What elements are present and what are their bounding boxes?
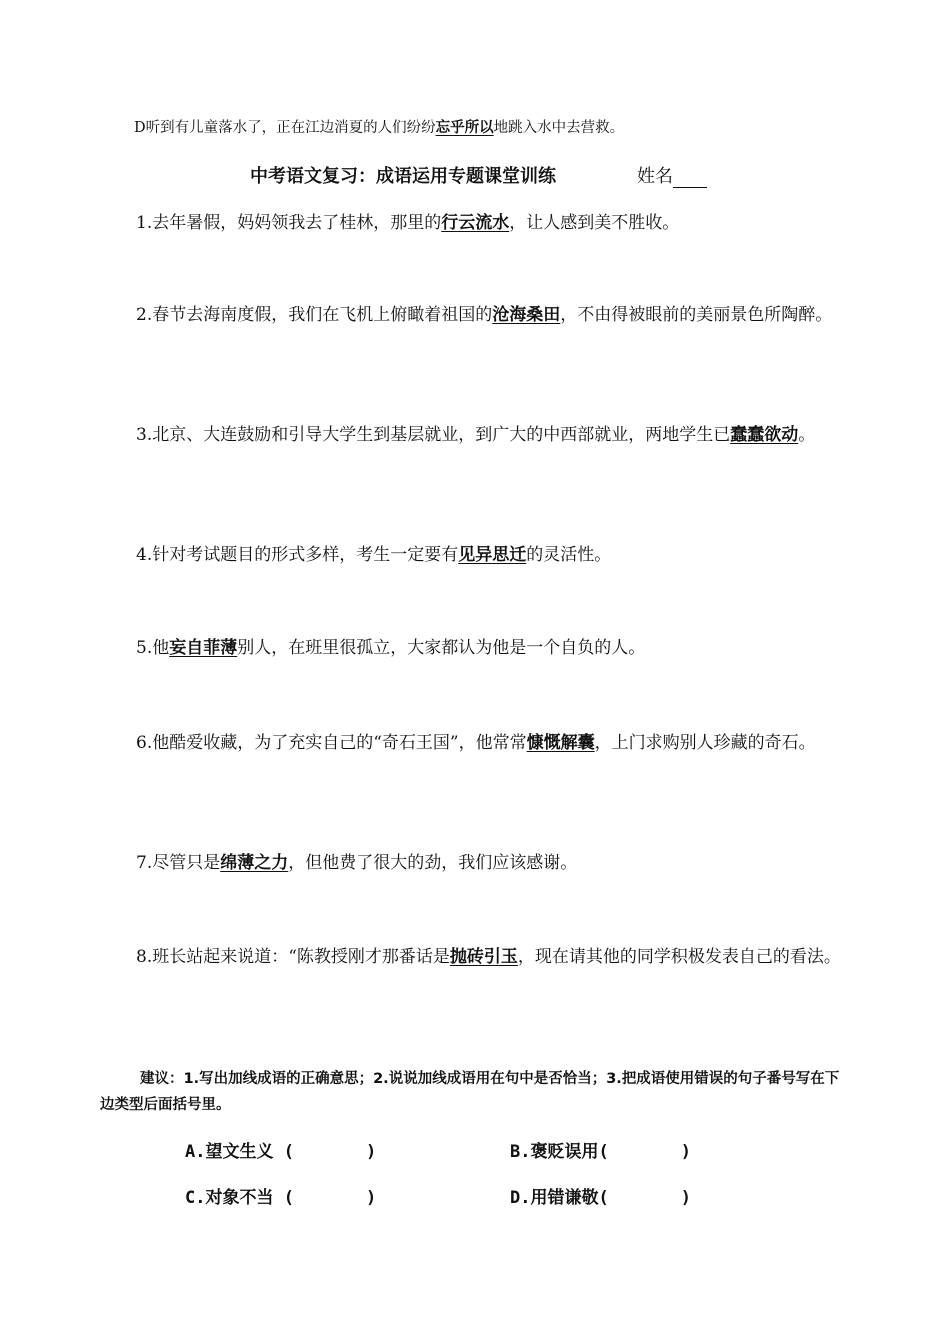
sentence-suffix: 地跳入水中去营救。 <box>493 120 625 136</box>
question-4 <box>100 540 852 571</box>
sentence-prefix: D听到有儿童落水了，正在江边消夏的人们纷纷 <box>134 120 436 136</box>
question-prefix: 3.北京、大连鼓励和引导大学生到基层就业，到广大的中西部就业，两地学生已 <box>136 425 731 445</box>
close-paren: ) <box>680 1188 691 1208</box>
option-label: C.对象不当 <box>185 1188 274 1208</box>
instructions: 建议：1.写出加线成语的正确意思；2.说说加线成语用在句中是否恰当；3.把成语使用错误的句子番号写在下边类型后面括号里。 <box>100 1071 840 1113</box>
question-suffix: 别人，在班里很孤立，大家都认为他是一个自负的人。 <box>237 638 646 658</box>
question-prefix: 2.春节去海南度假，我们在飞机上俯瞰着祖国的 <box>136 305 493 325</box>
option-label: A.望文生义 <box>185 1142 274 1162</box>
close-paren: ) <box>365 1188 377 1208</box>
question-1 <box>100 208 852 239</box>
question-prefix: 8.班长站起来说道：“陈教授刚才那番话是 <box>136 947 450 967</box>
option-b <box>510 1137 691 1162</box>
question-prefix: 1.去年暑假，妈妈领我去了桂林，那里的 <box>136 213 442 233</box>
underlined-idiom: 忘乎所以 <box>435 119 494 136</box>
underlined-idiom: 见异思迁 <box>458 545 527 565</box>
question-7 <box>100 848 852 879</box>
option-d <box>510 1183 691 1208</box>
question-suffix: ，现在请其他的同学积极发表自己的看法。 <box>517 947 841 967</box>
question-suffix: ，但他费了很大的劲，我们应该感谢。 <box>288 853 578 873</box>
question-prefix: 6.他酷爱收藏，为了充实自己的“奇石王国”，他常常 <box>136 733 527 753</box>
page-title: 中考语文复习：成语运用专题课堂训练 <box>250 166 556 187</box>
question-suffix: 。 <box>798 425 816 445</box>
open-paren: ( <box>598 1142 609 1162</box>
previous-sentence-d <box>134 112 886 144</box>
question-prefix: 7.尽管只是 <box>136 853 221 873</box>
underlined-idiom: 抛砖引玉 <box>449 947 518 967</box>
question-5 <box>100 633 852 664</box>
open-paren: ( <box>283 1142 294 1162</box>
name-field <box>637 162 707 188</box>
question-suffix: ，不由得被眼前的美丽景色所陶醉。 <box>560 305 833 325</box>
question-prefix: 5.他 <box>136 638 170 658</box>
underlined-idiom: 行云流水 <box>441 213 510 233</box>
question-suffix: ，上门求购别人珍藏的奇石。 <box>594 733 816 753</box>
underlined-idiom: 绵薄之力 <box>220 853 289 873</box>
question-prefix: 4.针对考试题目的形式多样，考生一定要有 <box>136 545 459 565</box>
open-paren: ( <box>283 1188 294 1208</box>
option-label: D.用错谦敬 <box>510 1188 599 1208</box>
open-paren: ( <box>598 1188 609 1208</box>
close-paren: ) <box>680 1142 691 1162</box>
question-8 <box>100 942 852 973</box>
question-suffix: 的灵活性。 <box>526 545 612 565</box>
question-2 <box>100 300 852 331</box>
underlined-idiom: 妄自菲薄 <box>169 638 238 658</box>
question-6 <box>100 728 852 759</box>
name-blank <box>673 169 707 188</box>
question-3 <box>100 420 852 451</box>
name-label: 姓名 <box>637 166 673 187</box>
close-paren: ) <box>365 1142 377 1162</box>
question-suffix: ，让人感到美不胜收。 <box>509 213 680 233</box>
option-c <box>185 1183 376 1208</box>
option-a <box>185 1137 376 1162</box>
underlined-idiom: 沧海桑田 <box>492 305 561 325</box>
underlined-idiom: 慷慨解囊 <box>526 733 595 753</box>
option-label: B.褒贬误用 <box>510 1142 599 1162</box>
underlined-idiom: 蠢蠢欲动 <box>730 425 799 445</box>
